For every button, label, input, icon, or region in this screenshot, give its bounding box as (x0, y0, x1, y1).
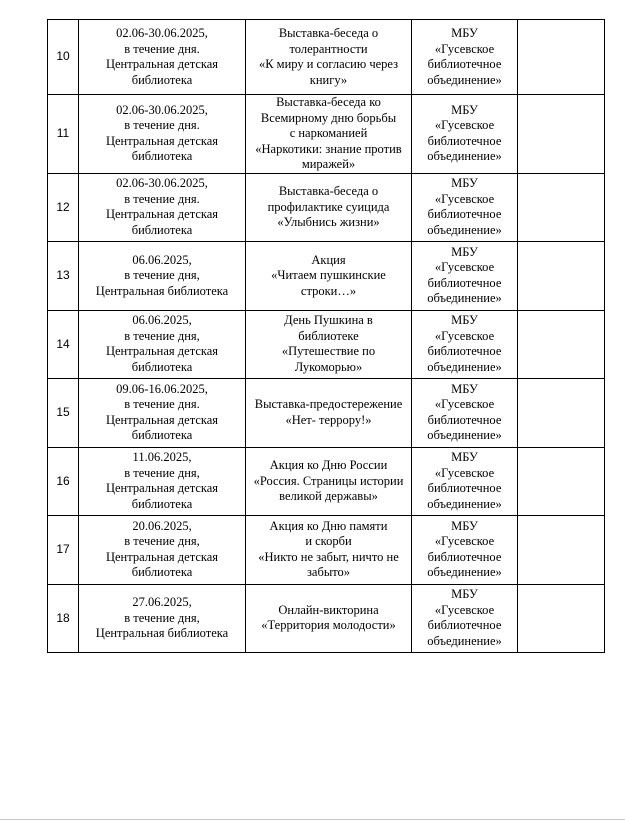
date-place-cell: 02.06-30.06.2025, в течение дня. Центральная детская библиотека (79, 173, 246, 242)
event-cell: Выставка-предостережение «Нет- террору!» (246, 379, 412, 448)
event-cell: Выставка-беседа о профилактике суицида «Улыбнись жизни» (246, 173, 412, 242)
organizer-cell: МБУ «Гусевское библиотечное объединение» (412, 447, 518, 516)
date-place-cell: 27.06.2025, в течение дня, Центральная библиотека (79, 584, 246, 653)
row-number: 17 (48, 516, 79, 585)
page-bottom-divider (0, 819, 625, 820)
organizer-cell: МБУ «Гусевское библиотечное объединение» (412, 173, 518, 242)
organizer-cell: МБУ «Гусевское библиотечное объединение» (412, 310, 518, 379)
event-cell: Акция ко Дню России «Россия. Страницы истории великой державы» (246, 447, 412, 516)
empty-cell (518, 447, 605, 516)
table-row (48, 310, 605, 379)
empty-cell (518, 20, 605, 95)
empty-cell (518, 584, 605, 653)
events-table (47, 19, 605, 653)
events-table-body (48, 20, 605, 653)
date-place-cell: 06.06.2025, в течение дня, Центральная библиотека (79, 242, 246, 311)
date-place-cell: 02.06-30.06.2025, в течение дня. Центральная детская библиотека (79, 20, 246, 95)
empty-cell (518, 95, 605, 174)
organizer-cell: МБУ «Гусевское библиотечное объединение» (412, 584, 518, 653)
organizer-cell: МБУ «Гусевское библиотечное объединение» (412, 20, 518, 95)
table-row (48, 584, 605, 653)
event-cell: Выставка-беседа о толерантности «К миру и согласию через книгу» (246, 20, 412, 95)
empty-cell (518, 516, 605, 585)
row-number: 14 (48, 310, 79, 379)
row-number: 18 (48, 584, 79, 653)
organizer-cell: МБУ «Гусевское библиотечное объединение» (412, 242, 518, 311)
table-row (48, 242, 605, 311)
empty-cell (518, 310, 605, 379)
date-place-cell: 02.06-30.06.2025, в течение дня. Центральная детская библиотека (79, 95, 246, 174)
table-row (48, 95, 605, 174)
row-number: 10 (48, 20, 79, 95)
table-row (48, 447, 605, 516)
date-place-cell: 20.06.2025, в течение дня, Центральная детская библиотека (79, 516, 246, 585)
table-row (48, 20, 605, 95)
table-row (48, 173, 605, 242)
row-number: 11 (48, 95, 79, 174)
empty-cell (518, 173, 605, 242)
table-row (48, 379, 605, 448)
organizer-cell: МБУ «Гусевское библиотечное объединение» (412, 379, 518, 448)
row-number: 15 (48, 379, 79, 448)
event-cell: День Пушкина в библиотеке «Путешествие по Лукоморью» (246, 310, 412, 379)
organizer-cell: МБУ «Гусевское библиотечное объединение» (412, 516, 518, 585)
event-cell: Акция «Читаем пушкинские строки…» (246, 242, 412, 311)
date-place-cell: 11.06.2025, в течение дня, Центральная детская библиотека (79, 447, 246, 516)
row-number: 12 (48, 173, 79, 242)
event-cell: Онлайн-викторина «Территория молодости» (246, 584, 412, 653)
event-cell: Акция ко Дню памяти и скорби «Никто не забыт, ничто не забыто» (246, 516, 412, 585)
table-row (48, 516, 605, 585)
organizer-cell: МБУ «Гусевское библиотечное объединение» (412, 95, 518, 174)
row-number: 13 (48, 242, 79, 311)
date-place-cell: 06.06.2025, в течение дня, Центральная детская библиотека (79, 310, 246, 379)
date-place-cell: 09.06-16.06.2025, в течение дня. Центральная детская библиотека (79, 379, 246, 448)
row-number: 16 (48, 447, 79, 516)
empty-cell (518, 242, 605, 311)
empty-cell (518, 379, 605, 448)
event-cell: Выставка-беседа ко Всемирному дню борьбы с наркоманией «Наркотики: знание против миражей» (246, 95, 412, 174)
